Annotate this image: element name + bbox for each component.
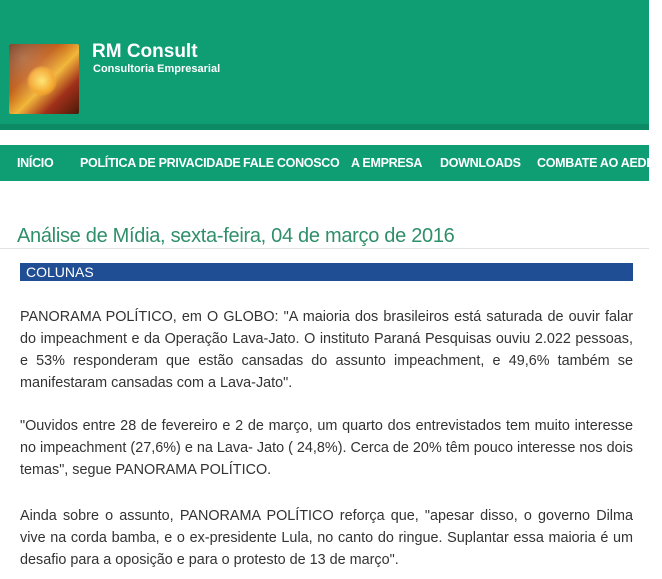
nav-item-combate-aedes[interactable]: COMBATE AO AEDES <box>537 156 662 170</box>
logo-shade <box>9 44 79 114</box>
nav-item-downloads[interactable]: DOWNLOADS <box>440 156 521 170</box>
nav-item-fale-conosco[interactable]: FALE CONOSCO <box>243 156 340 170</box>
nav-item-inicio[interactable]: INÍCIO <box>17 156 54 170</box>
section-header <box>20 263 633 281</box>
main-nav <box>0 145 662 181</box>
section-label: COLUNAS <box>26 264 94 280</box>
nav-item-a-empresa[interactable]: A EMPRESA <box>351 156 423 170</box>
header-divider <box>0 124 649 130</box>
logo-image[interactable] <box>9 44 79 114</box>
site-title[interactable]: RM Consult <box>92 41 198 62</box>
article-paragraph-3: Ainda sobre o assunto, PANORAMA POLÍTICO reforça que, "apesar disso, o governo Dilma vive na corda bamba, e o ex-presidente Lula, no canto do ringue. Suplantar essa maioria é um desafio para a oposição e para o protesto de 13 de março". <box>20 508 633 568</box>
nav-item-politica-privacidade[interactable]: POLÍTICA DE PRIVACIDADE <box>80 156 241 170</box>
article-paragraph-2: "Ouvidos entre 28 de fevereiro e 2 de março, um quarto dos entrevistados tem muito interesse no impeachment (27,6%) e na Lava- Jato ( 24,8%). Cerca de 20% têm pouco interesse nos dois temas", segue PANORAMA POLÍTICO. <box>20 418 633 478</box>
title-divider <box>0 248 649 249</box>
site-subtitle: Consultoria Empresarial <box>93 63 221 75</box>
page-title: Análise de Mídia, sexta-feira, 04 de março de 2016 <box>17 225 455 248</box>
site-header <box>0 0 649 124</box>
article-paragraph-1: PANORAMA POLÍTICO, em O GLOBO: "A maioria dos brasileiros está saturada de ouvir falar do impeachment e da Operação Lava-Jato. O instituto Paraná Pesquisas ouviu 2.022 pessoas, e 53% responderam que estão cansadas do assunto impeachment, e 49,6% também se manifestaram cansadas com a Lava-Jato". <box>20 309 633 391</box>
